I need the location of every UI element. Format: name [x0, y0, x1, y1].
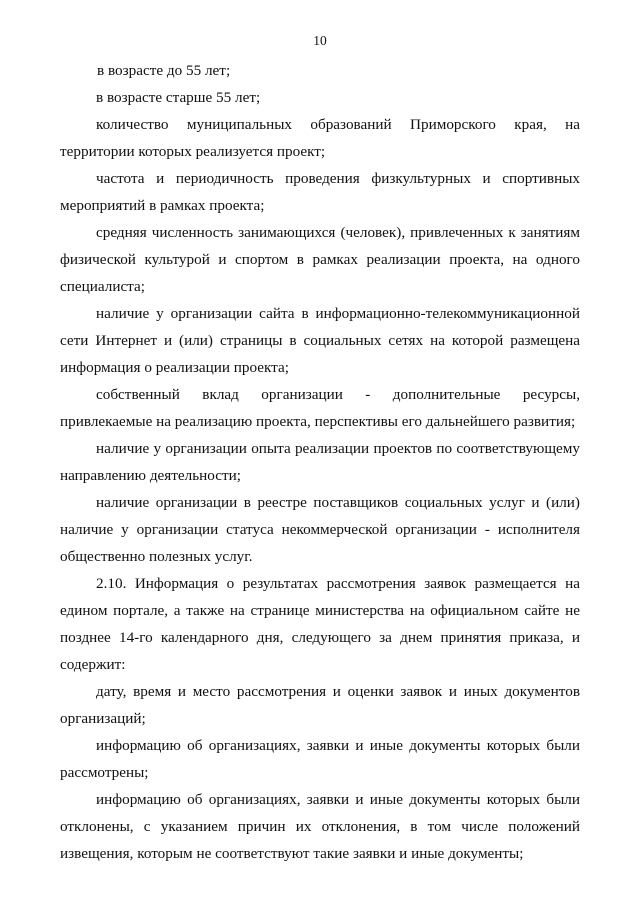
criterion-own-contribution: собственный вклад организации - дополнительные ресурсы, привлекаемые на реализацию проекта, перспективы его дальнейшего развития; [60, 386, 580, 430]
criterion-age-under-55: в возрасте до 55 лет; [97, 62, 231, 79]
criterion-registry-status: наличие организации в реестре поставщиков социальных услуг и (или) наличие у организации статуса некоммерческой организации - исполнителя общественно полезных услуг. [60, 494, 580, 565]
criterion-age-over-55: в возрасте старше 55 лет; [96, 89, 261, 106]
info-reviewed-organizations: информацию об организациях, заявки и иные документы которых были рассмотрены; [60, 737, 580, 781]
info-date-time-place: дату, время и место рассмотрения и оценки заявок и иных документов организаций; [60, 683, 580, 727]
criterion-participants-per-specialist: средняя численность занимающихся (человек), привлеченных к занятиям физической культурой и спортом в рамках реализации проекта, на одного специалиста; [60, 224, 580, 295]
info-rejected-organizations: информацию об организациях, заявки и иные документы которых были отклонены, с указанием причин их отклонения, в том числе положений извещения, которым не соответствуют такие заявки и иные документы; [60, 791, 580, 862]
page-number: 10 [313, 33, 327, 48]
section-2-10-paragraph: 2.10. Информация о результатах рассмотрения заявок размещается на едином портале, а также на странице министерства на официальном сайте не позднее 14-го календарного дня, следующего за днем принятия приказа, и содержит: [60, 575, 580, 673]
criterion-events-frequency: частота и периодичность проведения физкультурных и спортивных мероприятий в рамках проекта; [60, 170, 580, 214]
document-body [60, 57, 580, 867]
criterion-municipalities-count: количество муниципальных образований Приморского края, на территории которых реализуется проект; [60, 116, 580, 160]
criterion-experience: наличие у организации опыта реализации проектов по соответствующему направлению деятельности; [60, 440, 580, 484]
criterion-website-presence: наличие у организации сайта в информационно-телекоммуникационной сети Интернет и (или) страницы в социальных сетях на которой размещена информация о реализации проекта; [60, 305, 580, 376]
